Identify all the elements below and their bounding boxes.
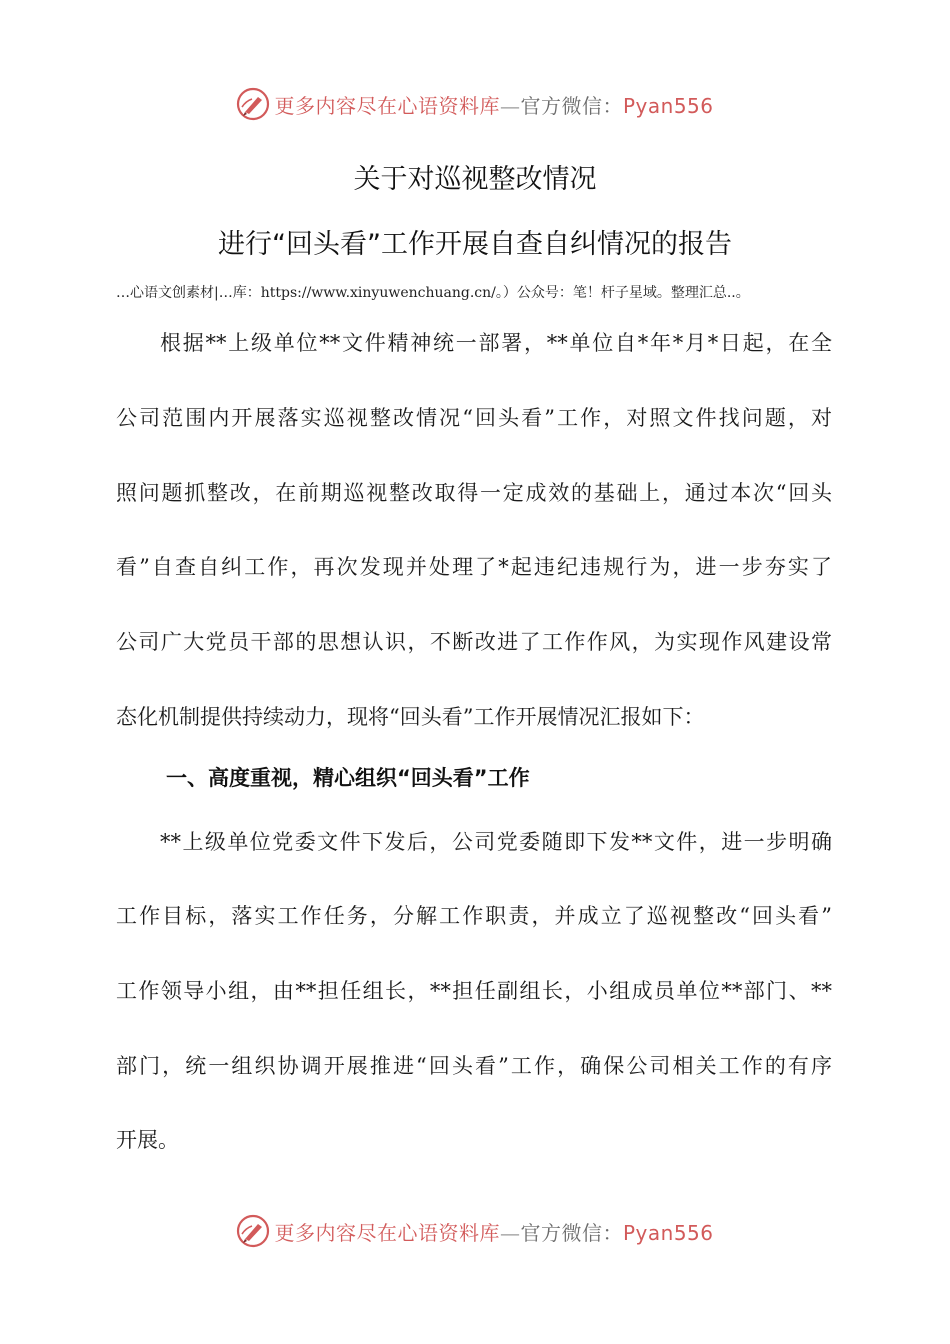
banner-separator: — <box>499 1220 521 1245</box>
paragraph-line: 工作目标，落实工作任务，分解工作职责，并成立了巡视整改“回头看” <box>116 904 832 928</box>
source-note: …心语文创素材|…库：https://www.xinyuwenchuang.cn/。）公众号：笔！杆子星域。整理汇总..。 <box>116 285 750 301</box>
paragraph-line: 根据**上级单位**文件精神统一部署，**单位自*年*月*日起，在全 <box>160 331 832 355</box>
paragraph-line: 公司范围内开展落实巡视整改情况“回头看”工作，对照文件找问题，对 <box>116 406 832 430</box>
paragraph-line: 看”自查自纠工作，再次发现并处理了*起违纪违规行为，进一步夯实了 <box>116 555 832 579</box>
header-banner <box>0 84 950 124</box>
banner-main-text: 更多内容尽在心语资料库 <box>274 1220 500 1245</box>
banner-main-text: 更多内容尽在心语资料库 <box>274 93 500 118</box>
document-title-line-1: 关于对巡视整改情况 <box>353 164 597 195</box>
banner-wechat-id: Pyan556 <box>622 1220 714 1245</box>
paragraph-line: 照问题抓整改，在前期巡视整改取得一定成效的基础上，通过本次“回头 <box>116 481 832 505</box>
pen-logo-icon <box>236 1214 270 1248</box>
section-heading-1: 一、高度重视，精心组织“回头看”工作 <box>166 766 530 790</box>
banner-separator: — <box>499 93 521 118</box>
pen-logo-icon <box>236 87 270 121</box>
banner-text <box>274 90 713 119</box>
paragraph-line: **上级单位党委文件下发后，公司党委随即下发**文件，进一步明确 <box>160 830 832 854</box>
banner-wechat-id: Pyan556 <box>622 93 714 118</box>
paragraph-line: 工作领导小组，由**担任组长，**担任副组长，小组成员单位**部门、** <box>116 979 832 1003</box>
paragraph-line: 部门，统一组织协调开展推进“回头看”工作，确保公司相关工作的有序 <box>116 1054 832 1078</box>
paragraph-line: 开展。 <box>116 1128 179 1152</box>
paragraph-line: 公司广大党员干部的思想认识，不断改进了工作作风，为实现作风建设常 <box>116 630 832 654</box>
paragraph-line: 态化机制提供持续动力，现将“回头看”工作开展情况汇报如下： <box>116 705 705 729</box>
footer-banner <box>0 1211 950 1251</box>
banner-official-label: 官方微信： <box>520 1220 623 1245</box>
document-title-line-2: 进行“回头看”工作开展自查自纠情况的报告 <box>218 229 732 260</box>
banner-official-label: 官方微信： <box>520 93 623 118</box>
banner-text <box>274 1217 713 1246</box>
